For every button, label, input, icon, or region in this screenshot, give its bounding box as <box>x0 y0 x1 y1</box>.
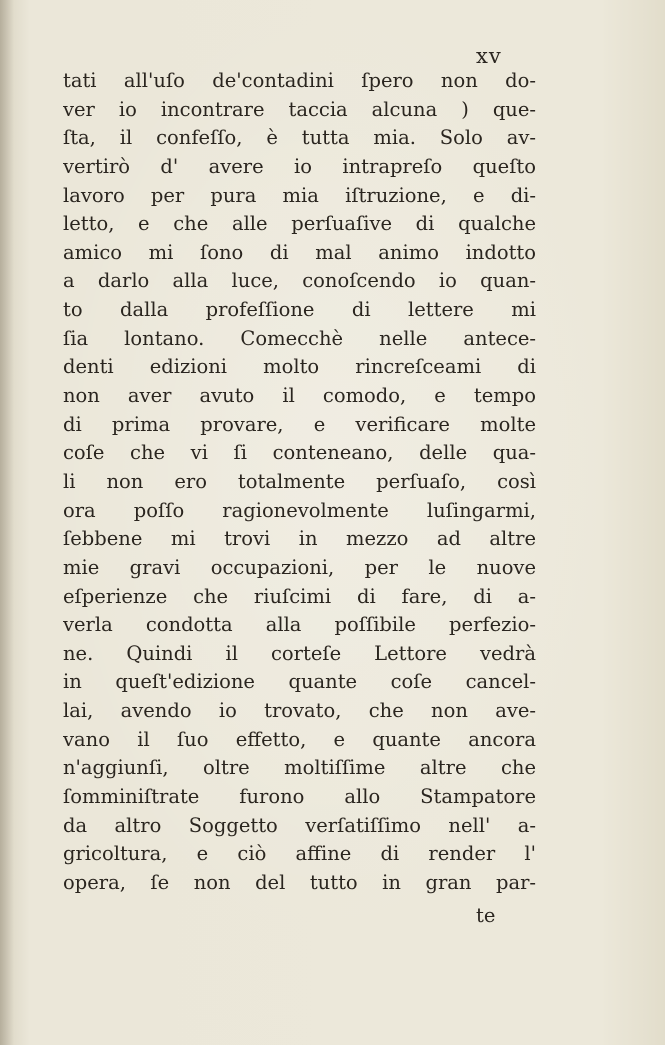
text-line: denti edizioni molto rincreſceami di <box>63 355 536 379</box>
text-line: letto, e che alle perſuaſive di qualche <box>63 212 536 236</box>
text-line: ſta, il confeſſo, è tutta mia. Solo av- <box>63 126 536 150</box>
text-line: amico mi ſono di mal animo indotto <box>63 240 536 264</box>
text-line: n'aggiunſi, oltre moltiſſime altre che <box>63 756 536 780</box>
text-line: non aver avuto il comodo, e tempo <box>63 384 536 408</box>
page-number: xv <box>476 44 502 68</box>
text-line: opera, ſe non del tutto in gran par- <box>63 870 536 894</box>
text-line: li non ero totalmente perſuaſo, così <box>63 469 536 493</box>
text-line: verla condotta alla poſſibile perfezio- <box>63 613 536 637</box>
text-line: vano il ſuo effetto, e quante ancora <box>63 727 536 751</box>
text-line: to dalla profeſſione di lettere mi <box>63 298 536 322</box>
text-line: coſe che vi ſi conteneano, delle qua- <box>63 441 536 465</box>
text-line: da altro Soggetto verſatiſſimo nell' a- <box>63 813 536 837</box>
text-line: ora poſſo ragionevolmente luſingarmi, <box>63 498 536 522</box>
text-line: ver io incontrare taccia alcuna ) que- <box>63 97 536 121</box>
text-line: vertirò d' avere io intrapreſo queſto <box>63 154 536 178</box>
text-line: gricoltura, e ciò affine di render l' <box>63 842 536 866</box>
catchword: te <box>476 904 496 927</box>
text-line: ſomminiſtrate furono allo Stampatore <box>63 785 536 809</box>
text-line: lavoro per pura mia iſtruzione, e di- <box>63 183 536 207</box>
text-line: mie gravi occupazioni, per le nuove <box>63 555 536 579</box>
binding-shadow <box>0 0 14 1045</box>
text-line: di prima provare, e verificare molte <box>63 412 536 436</box>
body-text <box>63 67 536 898</box>
text-line: eſperienze che riuſcimi di fare, di a- <box>63 584 536 608</box>
text-line: ne. Quindi il corteſe Lettore vedrà <box>63 641 536 665</box>
text-line: in queſt'edizione quante coſe cancel- <box>63 670 536 694</box>
text-line: tati all'uſo de'contadini ſpero non do- <box>63 69 536 92</box>
text-line: ſia lontano. Comecchè nelle antece- <box>63 326 536 350</box>
text-line: lai, avendo io trovato, che non ave- <box>63 699 536 723</box>
text-line: ſebbene mi trovi in mezzo ad altre <box>63 527 536 551</box>
text-line: a darlo alla luce, conoſcendo io quan- <box>63 269 536 293</box>
